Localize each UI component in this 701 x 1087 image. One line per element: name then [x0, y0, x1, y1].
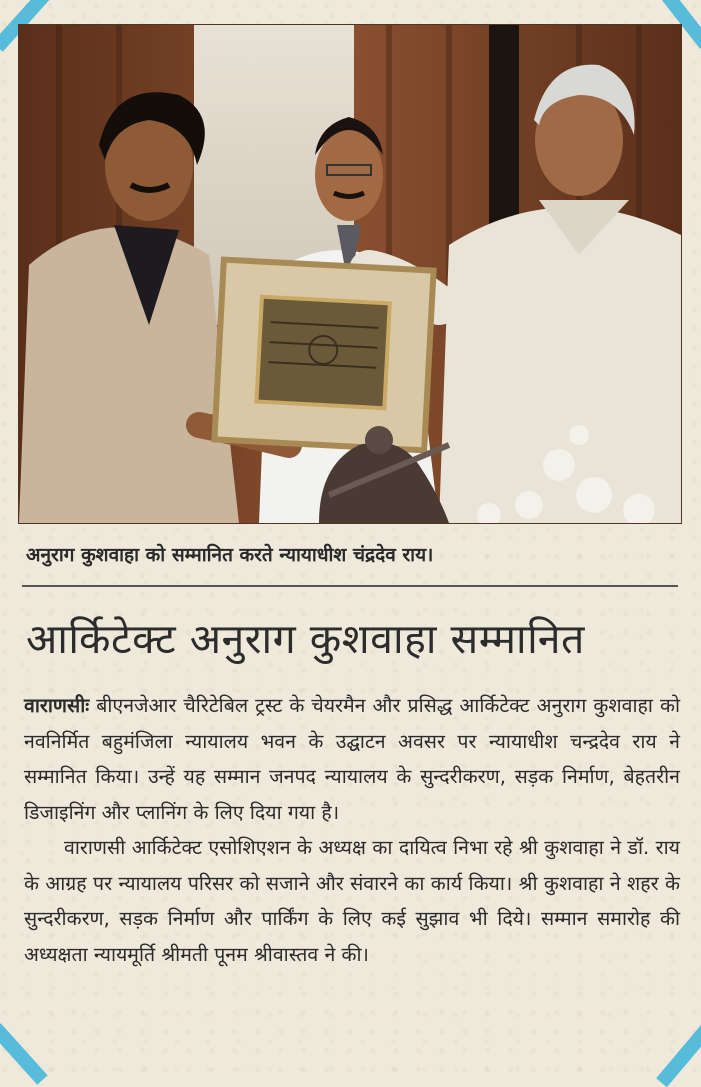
article-paragraph-1 [24, 688, 680, 830]
paragraph-1-text: बीएनजेआर चैरिटेबिल ट्रस्ट के चेयरमैन और प्रसिद्ध आर्किटेक्ट अनुराग कुशवाहा को नवनिर्मित बहुमंजिला न्यायालय भवन के उद्घाटन अवसर पर न्यायाधीश चन्द्रदेव राय ने सम्मानित किया। उन्हें यह सम्मान जनपद न्यायालय के सुन्दरीकरण, सड़क निर्माण, बेहतरीन डिजाइनिंग और प्लानिंग के लिए दिया गया है। [24, 694, 681, 824]
article-body [24, 688, 680, 972]
award-frame [214, 260, 433, 451]
divider [22, 585, 678, 587]
article-paragraph-2: वाराणसी आर्किटेक्ट एसोशिएशन के अध्यक्ष का दायित्व निभा रहे श्री कुशवाहा ने डॉ. राय के आग्रह पर न्यायालय परिसर को सजाने और संवारने का कार्य किया। श्री कुशवाहा ने शहर के सुन्दरीकरण, सड़क निर्माण और पार्किंग के लिए कई सुझाव भी दिये। सम्मान समारोह की अध्यक्षता न्यायमूर्ति श्रीमती पूनम श्रीवास्तव ने की। [24, 836, 680, 966]
photo-illustration [19, 25, 681, 523]
photo-caption: अनुराग कुशवाहा को सम्मानित करते न्यायाधीश चंद्रदेव राय। [26, 544, 434, 566]
headline: आर्किटेक्ट अनुराग कुशवाहा सम्मानित [26, 615, 585, 663]
dateline: वाराणसीः [24, 694, 90, 717]
news-photo [18, 24, 682, 524]
